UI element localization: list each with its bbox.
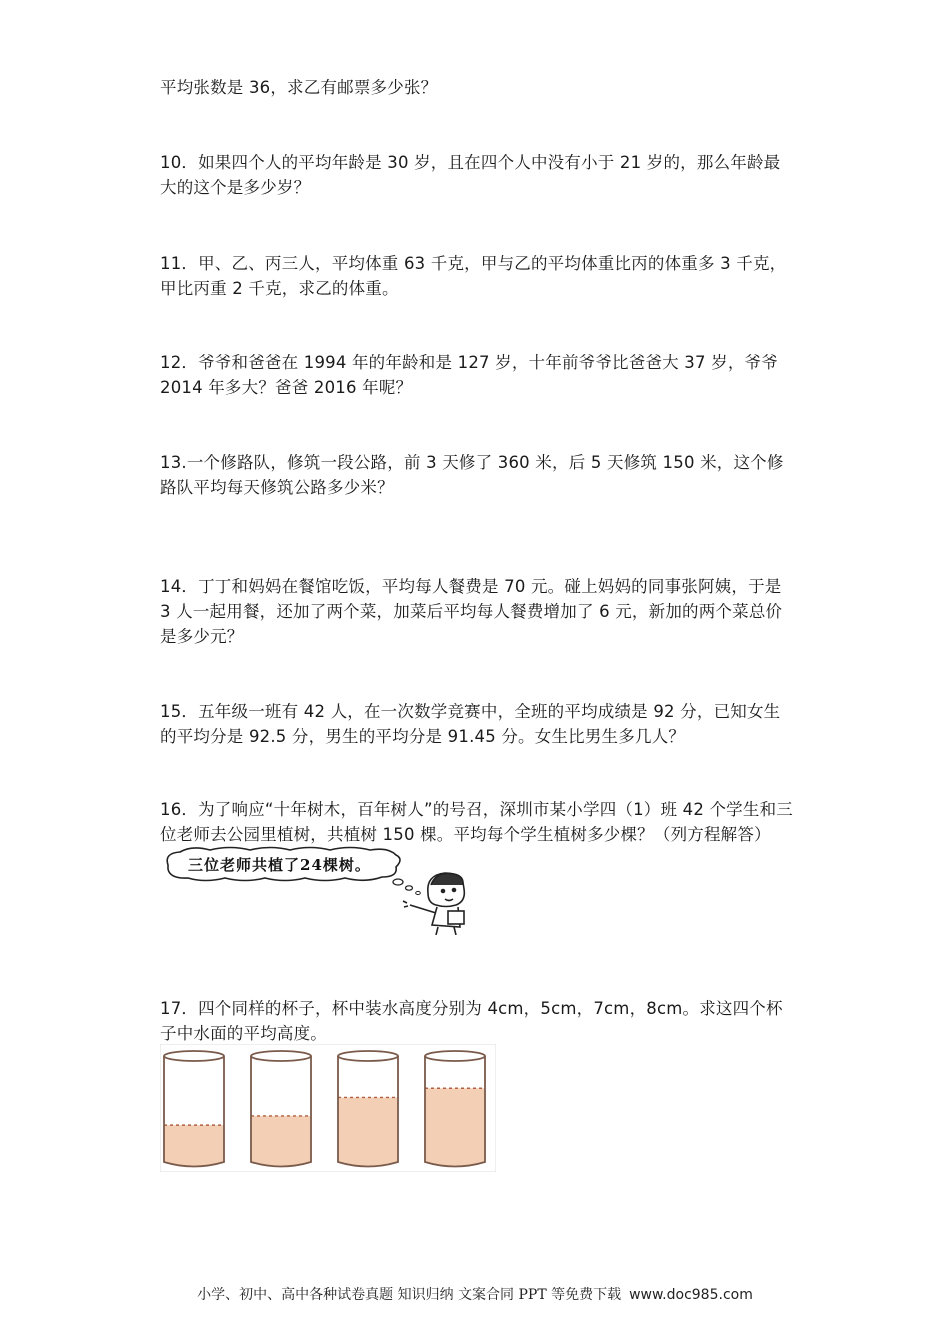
footer-url[interactable]: www.doc985.com: [629, 1287, 753, 1303]
teacher-cartoon-icon: [403, 873, 464, 935]
problem-12: 12．爷爷和爸爸在 1994 年的年龄和是 127 岁，十年前爷爷比爸爸大 37 岁，爷爷 2014 年多大？爸爸 2016 年呢？: [160, 353, 778, 397]
problem-17: 17．四个同样的杯子，杯中装水高度分别为 4cm，5cm，7cm，8cm。求这四个杯子中水面的平均高度。: [160, 999, 783, 1043]
water-cups-figure: [160, 1044, 496, 1172]
problem-9-tail: 平均张数是 36，求乙有邮票多少张？: [160, 78, 438, 97]
problem-10: 10．如果四个人的平均年龄是 30 岁，且在四个人中没有小于 21 岁的，那么年龄最大的这个是多少岁？: [160, 153, 781, 197]
footer-text: 小学、初中、高中各种试卷真题 知识归纳 文案合同 PPT 等免费下载: [197, 1287, 622, 1303]
cup-rim: [425, 1051, 485, 1061]
problem-13: 13.一个修路队，修筑一段公路，前 3 天修了 360 米，后 5 天修筑 150 米，这个修路队平均每天修筑公路多少米？: [160, 453, 784, 497]
cup-rim: [164, 1051, 224, 1061]
cups-illustration: [160, 1044, 496, 1172]
water-fill: [338, 1097, 398, 1166]
cup-rim: [251, 1051, 311, 1061]
problem-16: 16．为了响应“十年树木，百年树人”的号召，深圳市某小学四（1）班 42 个学生和三位老师去公园里植树，共植树 150 棵。平均每个学生植树多少棵？（列方程解答）: [160, 800, 793, 844]
water-fill: [425, 1088, 485, 1166]
water-fill: [251, 1116, 311, 1167]
cup-rim: [338, 1051, 398, 1061]
problem-15: 15．五年级一班有 42 人，在一次数学竞赛中，全班的平均成绩是 92 分，已知女生的平均分是 92.5 分，男生的平均分是 91.45 分。女生比男生多几人？: [160, 702, 781, 746]
problem-11: 11．甲、乙、丙三人，平均体重 63 千克，甲与乙的平均体重比丙的体重多 3 千克，甲比丙重 2 千克，求乙的体重。: [160, 254, 787, 298]
footer: [0, 1284, 950, 1304]
bubble-text: 三位老师共植了24棵树。: [188, 856, 371, 874]
water-fill: [164, 1125, 224, 1166]
problem-14: 14．丁丁和妈妈在餐馆吃饭，平均每人餐费是 70 元。碰上妈妈的同事张阿姨，于是 3 人一起用餐，还加了两个菜，加菜后平均每人餐费增加了 6 元，新加的两个菜总价是多少元？: [160, 577, 783, 646]
speech-bubble-illustration: [160, 845, 490, 935]
